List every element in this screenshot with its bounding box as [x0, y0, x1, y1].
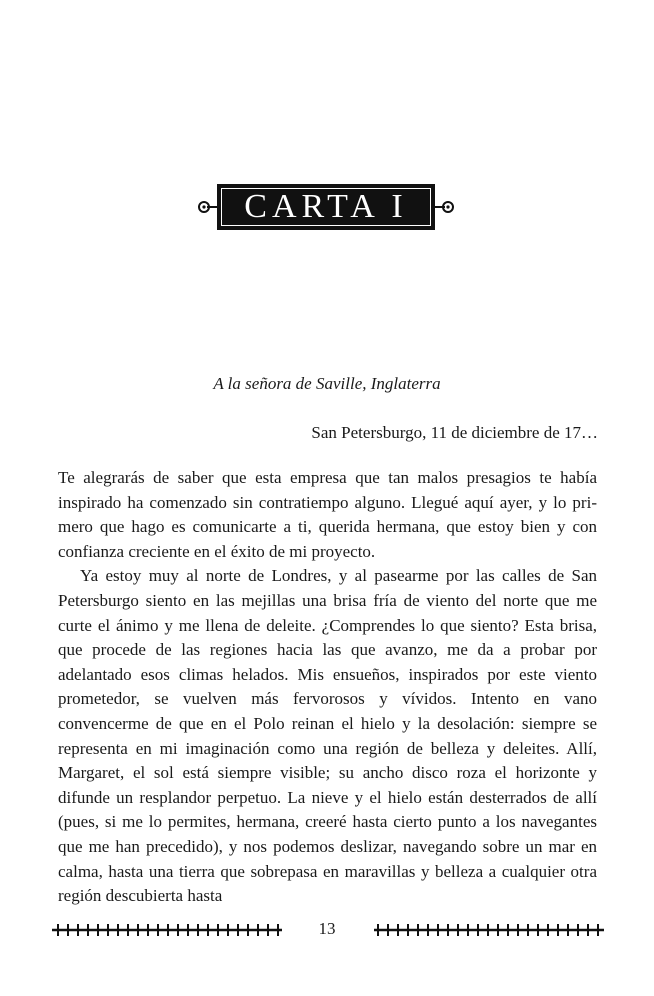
chapter-title: CARTA I	[244, 188, 408, 225]
place-date: San Petersburgo, 11 de diciembre de 17…	[311, 423, 598, 442]
paragraph: Te alegrarás de saber que esta empresa que tan malos presagios te había inspirado ha comenzado sin contratiempo alguno. Llegué aquí ayer, y lo primero que hago es comunicarte a ti, querida hermana, que estoy bien y con confianza creciente en el éxito de mi proyecto.	[58, 468, 597, 561]
paragraph: Ya estoy muy al norte de Londres, y al pasearme por las calles de San Petersburgo siento en las mejillas una brisa fría de viento del norte que me curte el ánimo y me llena de deleite. ¿Comprendes lo que siento? Esta brisa, que procede de las regiones hacia las que avanzo, me da a probar por adelantado esos climas helados. Mis ensueños, inspirados por este viento prometedor, se vuelven más fervorosos y vívidos. Intento en vano convencerme de que en el Polo reinan el hielo y la desolación: siempre se representa en mi imaginación como una región de belleza y deleites. Allí, Margaret, el sol está siempre visible; su ancho disco roza el horizonte y difunde un resplandor perpetuo. La nieve y el hielo están desterrados de allí (pues, si me lo permites, hermana, creeré hasta cierto punto a los navegantes que me han precedido), y nos podemos deslizar, navegando sobre un mar en calma, hasta una tierra que sobrepasa en maravillas y belleza a cualquier otra región descubierta hasta	[58, 566, 597, 906]
page-number: 13	[318, 919, 336, 938]
footer-ornament-right	[374, 922, 604, 938]
dedication: A la señora de Saville, Inglaterra	[213, 374, 441, 393]
letter-body	[58, 466, 597, 909]
title-box	[217, 184, 435, 230]
chapter-heading	[195, 178, 457, 236]
